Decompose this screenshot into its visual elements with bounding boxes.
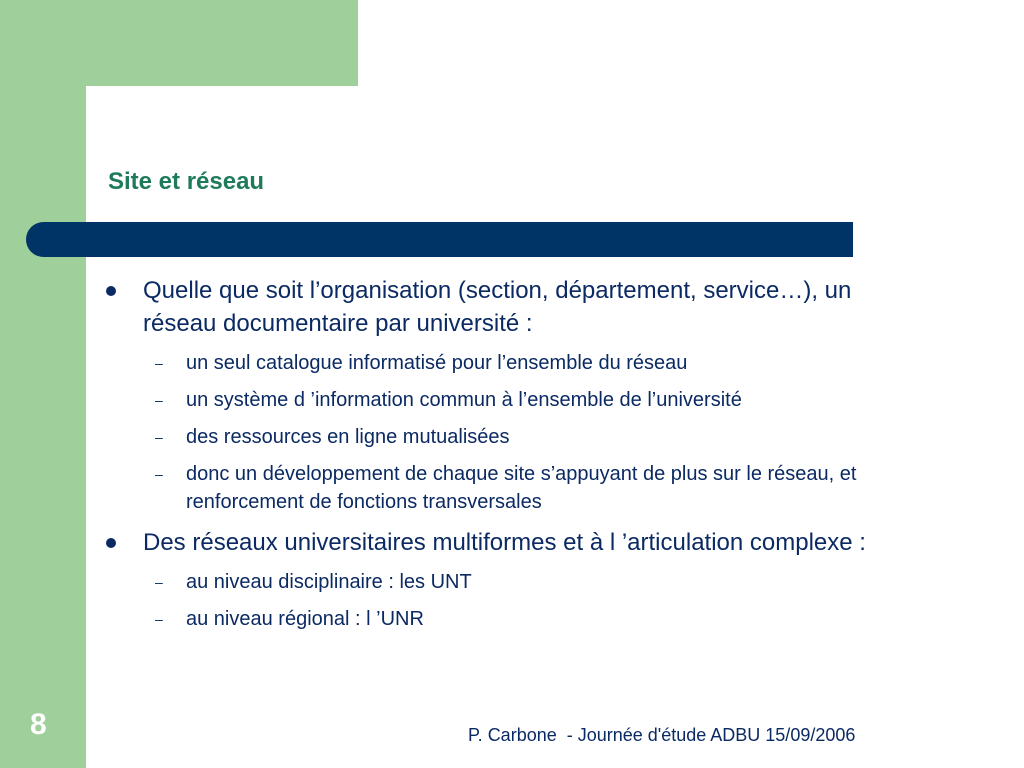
sub-bullet-item	[100, 568, 930, 596]
side-accent-band	[0, 0, 86, 768]
title-underline-bar	[26, 222, 853, 257]
sub-bullet-text: un seul catalogue informatisé pour l’ensemble du réseau	[186, 352, 688, 374]
sub-bullet-item	[100, 423, 930, 451]
top-accent-band	[0, 0, 358, 86]
bullet-dot-icon	[106, 538, 116, 548]
bullet-dot-icon	[106, 286, 116, 296]
bullet-item	[100, 274, 930, 340]
dash-icon: –	[155, 611, 163, 627]
sub-bullet-text: au niveau régional : l ’UNR	[186, 608, 424, 630]
slide-title: Site et réseau	[108, 168, 265, 195]
dash-icon: –	[155, 429, 163, 445]
sub-bullet-item	[100, 349, 930, 377]
bullet-item	[100, 526, 930, 559]
footer-text: P. Carbone - Journée d'étude ADBU 15/09/2006	[468, 725, 856, 745]
dash-icon: –	[155, 392, 163, 408]
sub-bullet-item	[100, 605, 930, 633]
bullet-text: Quelle que soit l’organisation (section, département, service…), un réseau documentaire par université :	[143, 277, 852, 337]
sub-bullet-item	[100, 460, 930, 516]
bullet-text: Des réseaux universitaires multiformes et à l ’articulation complexe :	[143, 529, 866, 556]
dash-icon: –	[155, 574, 163, 590]
sub-bullet-text: au niveau disciplinaire : les UNT	[186, 571, 472, 593]
sub-bullet-text: donc un développement de chaque site s’appuyant de plus sur le réseau, et renforcement de fonctions transversales	[186, 463, 857, 513]
dash-icon: –	[155, 355, 163, 371]
dash-icon: –	[155, 466, 163, 482]
slide-body	[100, 270, 930, 633]
sub-bullet-text: des ressources en ligne mutualisées	[186, 426, 510, 448]
page-number: 8	[30, 708, 47, 741]
sub-bullet-item	[100, 386, 930, 414]
sub-bullet-text: un système d ’information commun à l’ensemble de l’université	[186, 389, 742, 411]
